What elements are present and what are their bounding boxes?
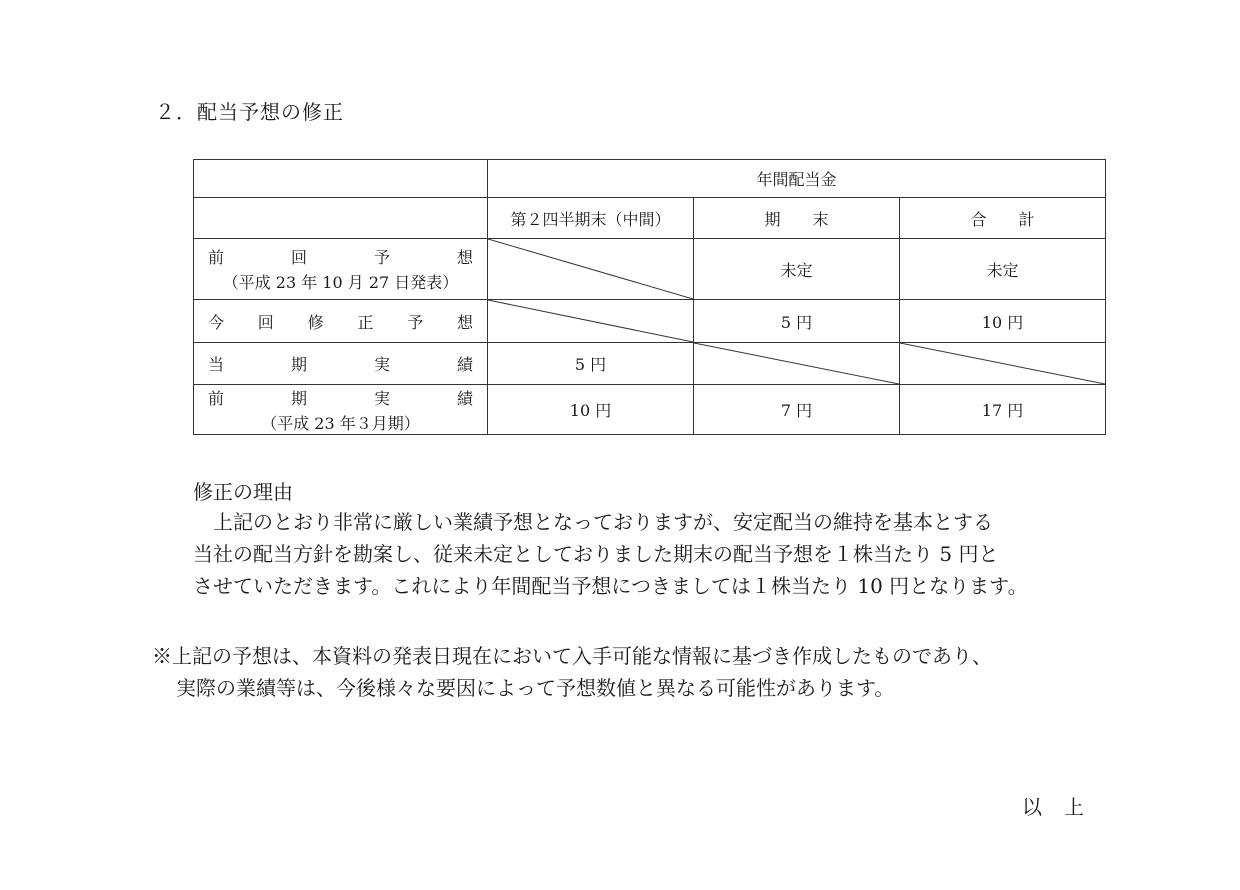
cell-previous-year-end: 未定 xyxy=(694,239,900,300)
cell-current-q2: 5 円 xyxy=(488,343,694,385)
dividend-table xyxy=(193,159,1106,435)
col-header-total: 合 計 xyxy=(900,198,1106,239)
header-annual-dividend: 年間配当金 xyxy=(488,160,1106,198)
reason-line: 当社の配当方針を勘案し、従来未定としておりました期末の配当予想を１株当たり 5 円と xyxy=(193,542,999,566)
row-label-previous-forecast: 前 回 予 想 （平成 23 年 10 月 27 日発表） xyxy=(194,239,488,300)
section-title: ２．配当予想の修正 xyxy=(155,100,344,124)
cell-prior-q2: 10 円 xyxy=(488,385,694,435)
disclaimer-line: 実際の業績等は、今後様々な要因によって予想数値と異なる可能性があります。 xyxy=(176,676,895,700)
row-label-revised-forecast: 今 回 修 正 予 想 xyxy=(194,300,488,343)
blank-header-cell xyxy=(194,160,488,198)
blank-subheader-cell xyxy=(194,198,488,239)
diagonal-cell xyxy=(694,343,900,385)
row-label-prior-year-actual: 前 期 実 績 （平成 23 年３月期） xyxy=(194,385,488,435)
cell-previous-total: 未定 xyxy=(900,239,1106,300)
col-header-q2: 第２四半期末（中間） xyxy=(488,198,694,239)
reason-line: 上記のとおり非常に厳しい業績予想となっておりますが、安定配当の維持を基本とする xyxy=(213,510,993,534)
end-mark: 以上 xyxy=(1022,795,1106,819)
row-label-current-actual: 当 期 実 績 xyxy=(194,343,488,385)
diagonal-cell xyxy=(488,300,694,343)
reason-body xyxy=(193,506,1093,602)
disclaimer-line: ※上記の予想は、本資料の発表日現在において入手可能な情報に基づき作成したものであり、 xyxy=(152,644,992,668)
cell-revised-total: 10 円 xyxy=(900,300,1106,343)
reason-title: 修正の理由 xyxy=(193,480,293,504)
row-sublabel-fiscal-period: （平成 23 年３月期） xyxy=(261,413,420,433)
cell-revised-year-end: 5 円 xyxy=(694,300,900,343)
diagonal-cell xyxy=(488,239,694,300)
cell-prior-year-end: 7 円 xyxy=(694,385,900,435)
diagonal-cell xyxy=(900,343,1106,385)
forecast-disclaimer xyxy=(152,640,1112,704)
reason-line: させていただきます。これにより年間配当予想につきましては１株当たり 10 円となります。 xyxy=(193,574,1028,598)
cell-prior-total: 17 円 xyxy=(900,385,1106,435)
col-header-year-end: 期 末 xyxy=(694,198,900,239)
row-sublabel-announcement-date: （平成 23 年 10 月 27 日発表） xyxy=(222,273,459,292)
